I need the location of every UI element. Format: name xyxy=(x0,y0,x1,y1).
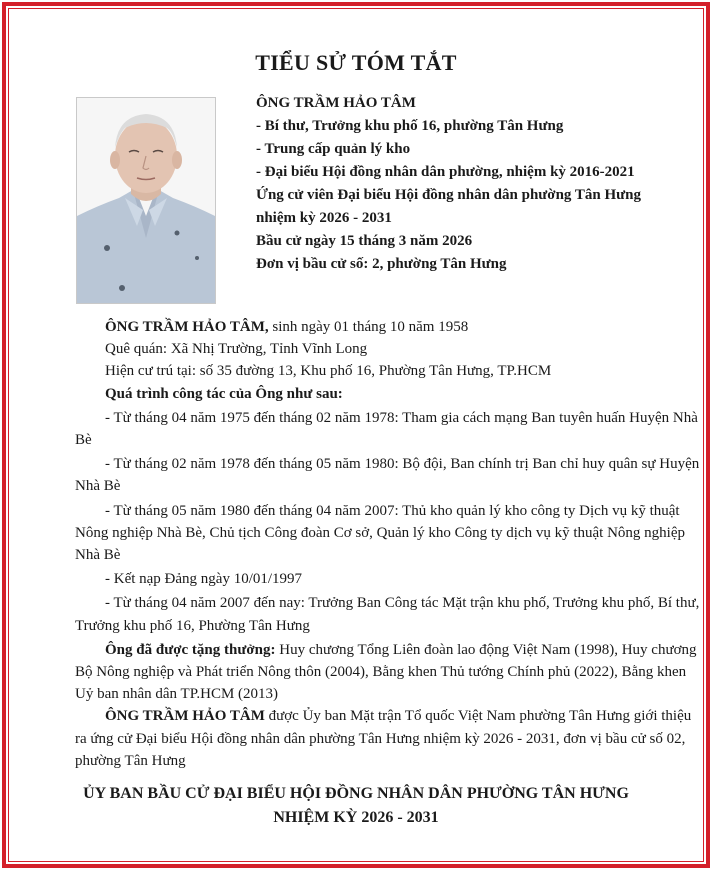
committee-term: NHIỆM KỲ 2026 - 2031 xyxy=(273,809,439,826)
nomination-text: được Ủy ban Mặt trận Tổ quốc Việt Nam phường Tân Hưng giới thiệu ra ứng cử Đại biểu Hội đồng nhân dân phường Tân Hưng nhiệm kỳ 2026 - 2031, đơn vị bầu cử số 02, phường Tân Hưng xyxy=(75,708,692,769)
career-item: - Từ tháng 02 năm 1978 đến tháng 05 năm 1980: Bộ đội, Ban chính trị Ban chỉ huy quân sự Huyện Nhà Bè xyxy=(75,456,700,495)
career-item: - Từ tháng 05 năm 1980 đến tháng 04 năm 2007: Thủ kho quản lý kho công ty Dịch vụ kỹ thuật Nông nghiệp Nhà Bè, Chủ tịch Công đoàn Cơ sở, Quản lý kho Công ty dịch vụ kỹ thuật Nông nghiệp Nhà Bè xyxy=(75,502,685,564)
career-heading: Quá trình công tác của Ông như sau: xyxy=(105,385,343,402)
summary-line: - Trung cấp quản lý kho xyxy=(256,141,411,157)
candidate-name: ÔNG TRẦM HẢO TÂM xyxy=(256,95,416,111)
bio-intro xyxy=(75,316,700,338)
bio-intro-birth: sinh ngày 01 tháng 10 năm 1958 xyxy=(268,319,469,335)
portrait-photo xyxy=(76,97,216,304)
document-title: TIỂU SỬ TÓM TẮT xyxy=(255,50,457,75)
awards-text: Huy chương Tổng Liên đoàn lao động Việt Nam (1998), Huy chương Bộ Nông nghiệp và Phát triển Nông thôn (2004), Bằng khen Thủ tướng Chính phủ (2022), Bằng khen Uỷ ban nhân dân TP.HCM (2013) xyxy=(75,641,697,703)
summary-line: Đơn vị bầu cử số: 2, phường Tân Hưng xyxy=(256,256,507,272)
committee-name: ỦY BAN BẦU CỬ ĐẠI BIỂU HỘI ĐỒNG NHÂN DÂN PHƯỜNG TÂN HƯNG xyxy=(83,785,629,802)
issuing-committee xyxy=(0,782,712,830)
bio-residence: Hiện cư trú tại: số 35 đường 13, Khu phố 16, Phường Tân Hưng, TP.HCM xyxy=(105,363,552,380)
awards xyxy=(75,639,700,706)
portrait-photo-icon xyxy=(77,98,215,303)
nomination xyxy=(75,705,700,772)
career-item: - Từ tháng 04 năm 1975 đến tháng 02 năm 1978: Tham gia cách mạng Ban tuyên huấn Huyện Nhà Bè xyxy=(75,409,698,449)
bio-hometown: Quê quán: Xã Nhị Trường, Tỉnh Vĩnh Long xyxy=(105,341,368,358)
candidate-summary xyxy=(256,92,696,276)
biography xyxy=(75,316,700,772)
awards-label: Ông đã được tặng thưởng: xyxy=(105,641,276,658)
career-item: - Kết nạp Đảng ngày 10/01/1997 xyxy=(105,571,303,588)
summary-line: Bầu cử ngày 15 tháng 3 năm 2026 xyxy=(256,233,473,249)
summary-line: nhiệm kỳ 2026 - 2031 xyxy=(256,210,392,226)
bio-intro-name: ÔNG TRẦM HẢO TÂM, xyxy=(105,319,269,335)
summary-line: Ứng cử viên Đại biểu Hội đồng nhân dân phường Tân Hưng xyxy=(256,187,642,203)
career-item: - Từ tháng 04 năm 2007 đến nay: Trưởng Ban Công tác Mặt trận khu phố, Trưởng khu phố, Bí thư, Trưởng khu phố 16, Phường Tân Hưng xyxy=(75,595,700,634)
summary-line: - Đại biểu Hội đồng nhân dân phường, nhiệm kỳ 2016-2021 xyxy=(256,164,635,180)
summary-line: - Bí thư, Trưởng khu phố 16, phường Tân Hưng xyxy=(256,118,564,134)
nomination-name: ÔNG TRẦM HẢO TÂM xyxy=(105,708,265,725)
